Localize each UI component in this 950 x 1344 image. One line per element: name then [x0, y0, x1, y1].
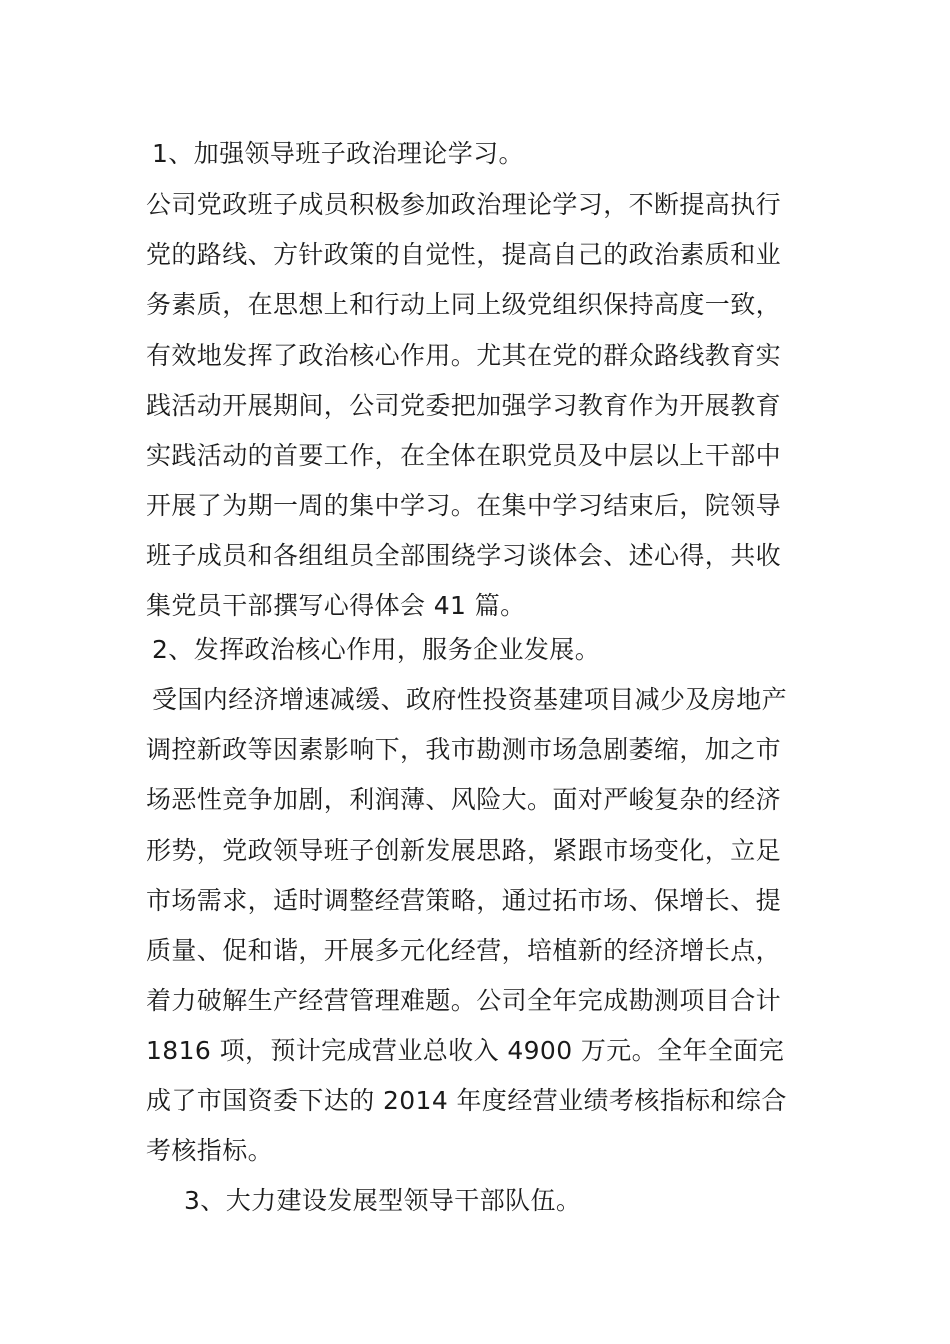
section-1-line-4: 有效地发挥了政治核心作用。尤其在党的群众路线教育实 — [146, 341, 782, 370]
section-1-line-1: 公司党政班子成员积极参加政治理论学习，不断提高执行 — [146, 190, 782, 219]
section-2-line-6: 质量、促和谐，开展多元化经营，培植新的经济增长点， — [146, 936, 782, 965]
section-1-line-6: 实践活动的首要工作，在全体在职党员及中层以上干部中 — [146, 441, 782, 470]
section-1-line-7: 开展了为期一周的集中学习。在集中学习结束后，院领导 — [146, 491, 782, 520]
section-2-line-10: 考核指标。 — [146, 1136, 274, 1165]
section-2-line-1: 受国内经济增速减缓、政府性投资基建项目减少及房地产 — [152, 685, 788, 714]
section-2-line-7: 着力破解生产经营管理难题。公司全年完成勘测项目合计 — [146, 986, 782, 1015]
section-1-line-5: 践活动开展期间，公司党委把加强学习教育作为开展教育 — [146, 391, 782, 420]
section-2-heading: 2、发挥政治核心作用，服务企业发展。 — [152, 635, 601, 664]
section-1-heading: 1、加强领导班子政治理论学习。 — [152, 139, 524, 168]
section-2-line-5: 市场需求，适时调整经营策略，通过拓市场、保增长、提 — [146, 886, 782, 915]
section-2-line-3: 场恶性竞争加剧，利润薄、风险大。面对严峻复杂的经济 — [146, 785, 782, 814]
section-2-line-2: 调控新政等因素影响下，我市勘测市场急剧萎缩，加之市 — [146, 735, 782, 764]
section-2-line-4: 形势，党政领导班子创新发展思路，紧跟市场变化，立足 — [146, 836, 782, 865]
section-1-line-9: 集党员干部撰写心得体会 41 篇。 — [146, 591, 526, 620]
section-2-line-9: 成了市国资委下达的 2014 年度经营业绩考核指标和综合 — [146, 1086, 787, 1115]
section-1-line-3: 务素质，在思想上和行动上同上级党组织保持高度一致， — [146, 290, 782, 319]
section-2-line-8: 1816 项，预计完成营业总收入 4900 万元。全年全面完 — [146, 1036, 785, 1065]
section-1-line-2: 党的路线、方针政策的自觉性，提高自己的政治素质和业 — [146, 240, 782, 269]
section-3-heading: 3、大力建设发展型领导干部队伍。 — [184, 1186, 582, 1215]
section-1-line-8: 班子成员和各组组员全部围绕学习谈体会、述心得，共收 — [146, 541, 782, 570]
